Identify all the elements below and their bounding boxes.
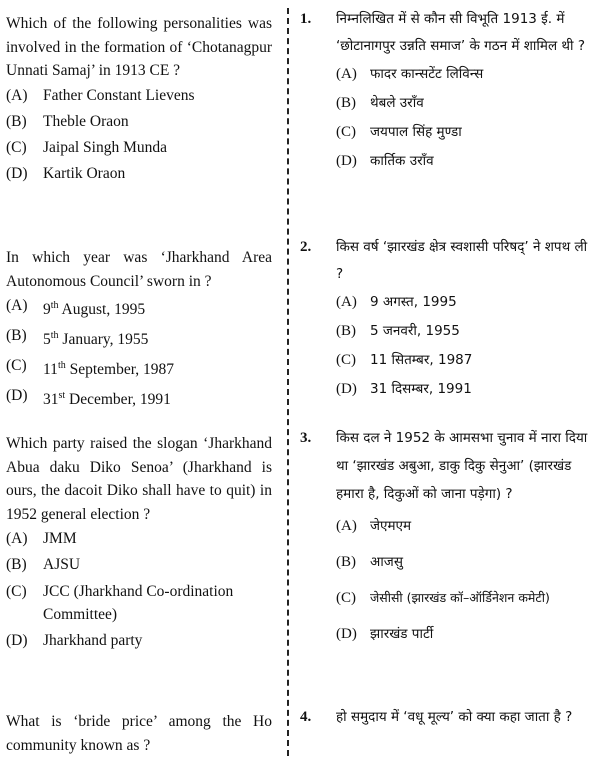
- question-en-1: [6, 12, 272, 187]
- question-text: हो समुदाय में ‘वधू मूल्य’ को क्या कहा जाता है ?: [336, 709, 573, 725]
- question-hi-4: [300, 704, 592, 731]
- question-en-2: [6, 246, 272, 414]
- question-text: निम्नलिखित में से कौन सी विभूति 1913 ई. में ‘छोटानागपुर उन्नति समाज’ के गठन में शामिल थी ?: [336, 11, 586, 54]
- option-a: (A) JMM: [6, 530, 77, 547]
- option-d: (D) 31 दिसम्बर, 1991: [336, 381, 472, 397]
- question-hi-3: [300, 424, 592, 652]
- question-text: Which party raised the slogan ‘Jharkhand Abua daku Diko Senoa’ (Jharkhand is ours, the dacoit Diko shall have to quit) in 1952 general election ?: [6, 435, 272, 523]
- option-c: (C) 11th September, 1987: [6, 357, 175, 379]
- question-text: What is ‘bride price’ among the Ho community known as ?: [6, 713, 272, 754]
- option-a: (A) 9th August, 1995: [6, 297, 146, 319]
- option-c: (C) 11 सितम्बर, 1987: [336, 352, 473, 368]
- question-number: 1.: [300, 11, 312, 27]
- option-a: (A) फादर कान्सटेंट लिविन्स: [336, 66, 484, 82]
- option-a: (A) जेएमएम: [336, 518, 412, 534]
- question-en-4: [6, 710, 272, 757]
- option-b: (B) AJSU: [6, 556, 81, 573]
- column-divider: [287, 8, 289, 756]
- question-en-3: [6, 432, 272, 654]
- question-number: 3.: [300, 430, 312, 446]
- question-text: किस वर्ष ‘झारखंड क्षेत्र स्वशासी परिषद्’ ने शपथ ली ?: [336, 239, 588, 282]
- question-hi-2: [300, 234, 592, 404]
- option-c: (C) जेसीसी (झारखंड कॉ–ऑर्डिनेशन कमेटी): [336, 590, 550, 606]
- option-d: (D) 31st December, 1991: [6, 387, 171, 409]
- option-b: (B) आजसु: [336, 554, 403, 570]
- question-text: Which of the following personalities was involved in the formation of ‘Chotanagpur Unnati Samaj’ in 1913 CE ?: [6, 15, 272, 79]
- option-d: (D) Jharkhand party: [6, 632, 143, 649]
- option-b: (B) 5 जनवरी, 1955: [336, 323, 460, 339]
- option-d: (D) झारखंड पार्टी: [336, 626, 434, 642]
- option-c: (C) जयपाल सिंह मुण्डा: [336, 124, 462, 140]
- question-text: किस दल ने 1952 के आमसभा चुनाव में नारा दिया था ‘झारखंड अबुआ, डाकु दिकु सेनुआ’ (झारखंड हमारा है, दिकुओं को जाना पड़ेगा) ?: [336, 430, 588, 502]
- question-number: 4.: [300, 709, 312, 725]
- option-a: (A) Father Constant Lievens: [6, 86, 195, 104]
- option-d: (D) कार्तिक उराँव: [336, 153, 434, 169]
- option-b: (B) Theble Oraon: [6, 112, 129, 130]
- question-text: In which year was ‘Jharkhand Area Autonomous Council’ sworn in ?: [6, 249, 272, 290]
- question-number: 2.: [300, 239, 312, 255]
- option-b: (B) थेबले उराँव: [336, 95, 424, 111]
- option-d: (D) Kartik Oraon: [6, 164, 126, 182]
- option-b: (B) 5th January, 1955: [6, 327, 149, 349]
- option-c: (C) JCC (Jharkhand Co-ordination Committee): [6, 583, 234, 623]
- option-a: (A) 9 अगस्त, 1995: [336, 294, 457, 310]
- question-hi-1: [300, 6, 592, 176]
- option-c: (C) Jaipal Singh Munda: [6, 138, 167, 156]
